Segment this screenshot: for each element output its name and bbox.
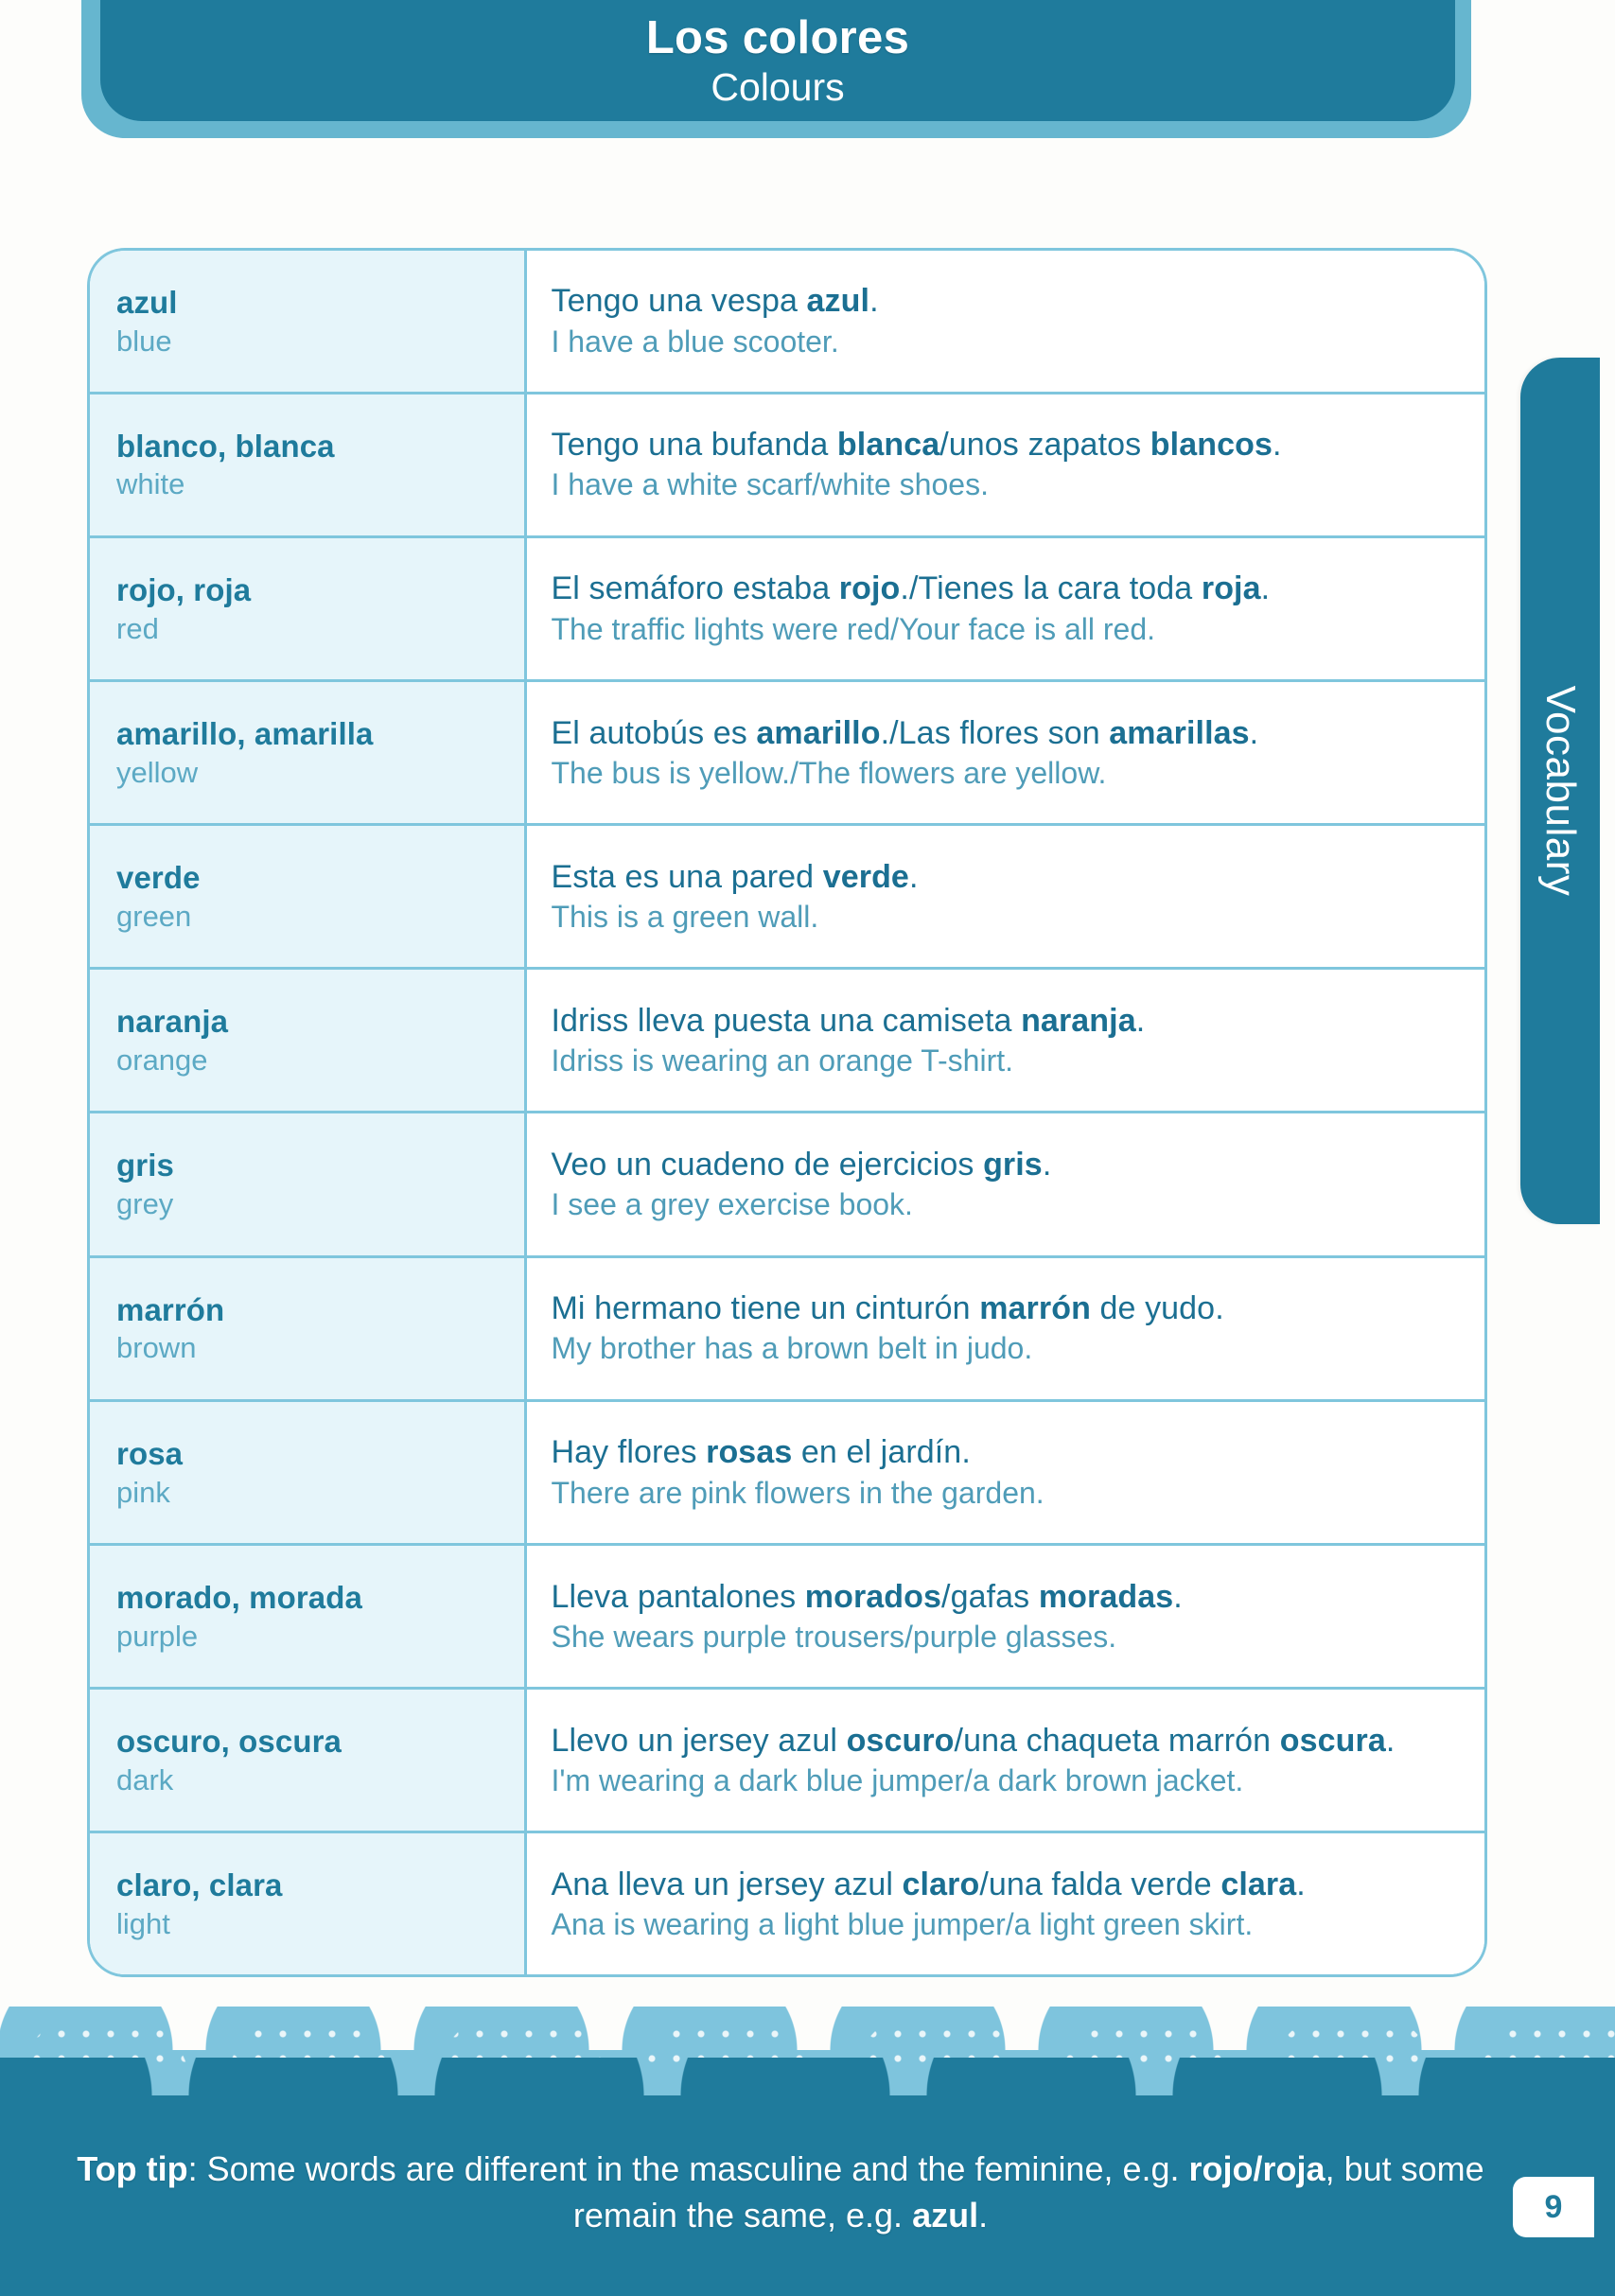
example-english: I see a grey exercise book.	[551, 1187, 913, 1222]
term-spanish: gris	[116, 1148, 174, 1183]
term-cell	[90, 825, 525, 969]
term-cell	[90, 536, 525, 680]
vocabulary-table	[90, 251, 1484, 1974]
page-subtitle: Colours	[711, 64, 845, 109]
example-cell	[525, 1689, 1484, 1832]
table-row	[90, 969, 1484, 1113]
example-spanish: El autobús es amarillo./Las flores son amarillas.	[551, 714, 1259, 751]
term-cell	[90, 680, 525, 824]
term-english: purple	[116, 1619, 199, 1653]
term-spanish: blanco, blanca	[116, 428, 335, 464]
table-row	[90, 251, 1484, 393]
example-cell	[525, 680, 1484, 824]
term-english: grey	[116, 1187, 174, 1221]
example-english: The bus is yellow./The flowers are yellow.	[551, 755, 1107, 790]
term-spanish: azul	[116, 284, 178, 320]
example-cell	[525, 251, 1484, 393]
example-spanish: Llevo un jersey azul oscuro/una chaqueta marrón oscura.	[551, 1722, 1396, 1759]
example-english: There are pink flowers in the garden.	[551, 1475, 1044, 1510]
example-cell	[525, 969, 1484, 1113]
term-spanish: rojo, roja	[116, 571, 252, 607]
example-english: I have a blue scooter.	[551, 324, 839, 359]
term-english: brown	[116, 1331, 197, 1365]
term-english: orange	[116, 1043, 208, 1078]
term-cell	[90, 969, 525, 1113]
vocabulary-table-container	[87, 248, 1487, 1977]
example-spanish: Idriss lleva puesta una camiseta naranja.	[551, 1002, 1146, 1039]
page-number-badge: 9	[1513, 2177, 1594, 2237]
table-row	[90, 536, 1484, 680]
term-spanish: rosa	[116, 1435, 184, 1471]
section-tab-vocabulary[interactable]	[1520, 358, 1600, 1224]
term-spanish: naranja	[116, 1004, 229, 1040]
table-row	[90, 680, 1484, 824]
term-spanish: morado, morada	[116, 1579, 362, 1615]
example-english: She wears purple trousers/purple glasses.	[551, 1619, 1117, 1654]
term-english: blue	[116, 324, 172, 358]
vocabulary-table-body	[90, 251, 1484, 1974]
top-tip-text: Top tip: Some words are different in the masculine and the feminine, e.g. rojo/roja, but some remain the same, e.g. azul.	[77, 2148, 1484, 2235]
term-spanish: claro, clara	[116, 1867, 283, 1903]
example-cell	[525, 1832, 1484, 1974]
example-spanish: El semáforo estaba rojo./Tienes la cara toda roja.	[551, 570, 1271, 607]
term-english: green	[116, 899, 192, 933]
term-cell	[90, 393, 525, 536]
term-spanish: marrón	[116, 1291, 225, 1327]
table-row	[90, 393, 1484, 536]
example-spanish: Tengo una bufanda blanca/unos zapatos blancos.	[551, 427, 1282, 464]
table-row	[90, 1113, 1484, 1256]
term-english: pink	[116, 1475, 170, 1509]
example-english: The traffic lights were red/Your face is all red.	[551, 611, 1156, 646]
example-english: This is a green wall.	[551, 899, 819, 934]
example-english: Ana is wearing a light blue jumper/a light green skirt.	[551, 1906, 1254, 1941]
term-cell	[90, 1400, 525, 1544]
example-cell	[525, 393, 1484, 536]
example-spanish: Esta es una pared verde.	[551, 858, 919, 895]
section-tab-label: Vocabulary	[1537, 685, 1584, 897]
example-spanish: Mi hermano tiene un cinturón marrón de yudo.	[551, 1290, 1224, 1327]
example-cell	[525, 1256, 1484, 1400]
term-english: white	[116, 467, 185, 501]
term-english: dark	[116, 1762, 174, 1796]
example-spanish: Hay flores rosas en el jardín.	[551, 1434, 971, 1471]
wave-front-scallop	[0, 2058, 1615, 2133]
term-spanish: verde	[116, 860, 201, 896]
term-english: yellow	[116, 755, 199, 789]
term-cell	[90, 1689, 525, 1832]
example-spanish: Tengo una vespa azul.	[551, 283, 879, 320]
example-english: My brother has a brown belt in judo.	[551, 1331, 1033, 1366]
table-row	[90, 1400, 1484, 1544]
example-cell	[525, 536, 1484, 680]
term-cell	[90, 1544, 525, 1688]
term-spanish: amarillo, amarilla	[116, 715, 374, 751]
example-spanish: Lleva pantalones morados/gafas moradas.	[551, 1578, 1183, 1615]
table-row	[90, 1256, 1484, 1400]
example-english: I'm wearing a dark blue jumper/a dark brown jacket.	[551, 1763, 1244, 1797]
example-cell	[525, 1544, 1484, 1688]
example-spanish: Veo un cuadeno de ejercicios gris.	[551, 1147, 1052, 1183]
table-row	[90, 825, 1484, 969]
term-cell	[90, 1113, 525, 1256]
term-cell	[90, 251, 525, 393]
example-spanish: Ana lleva un jersey azul claro/una falda verde clara.	[551, 1866, 1306, 1902]
term-english: light	[116, 1906, 170, 1940]
example-english: Idriss is wearing an orange T-shirt.	[551, 1043, 1014, 1078]
page-title: Los colores	[645, 11, 910, 63]
example-english: I have a white scarf/white shoes.	[551, 467, 989, 502]
header-banner	[100, 0, 1455, 121]
table-row	[90, 1689, 1484, 1832]
term-spanish: oscuro, oscura	[116, 1724, 342, 1760]
term-cell	[90, 1256, 525, 1400]
example-cell	[525, 1113, 1484, 1256]
table-row	[90, 1544, 1484, 1688]
term-english: red	[116, 611, 159, 645]
table-row	[90, 1832, 1484, 1974]
page-footer	[0, 2012, 1615, 2296]
example-cell	[525, 1400, 1484, 1544]
term-cell	[90, 1832, 525, 1974]
example-cell	[525, 825, 1484, 969]
